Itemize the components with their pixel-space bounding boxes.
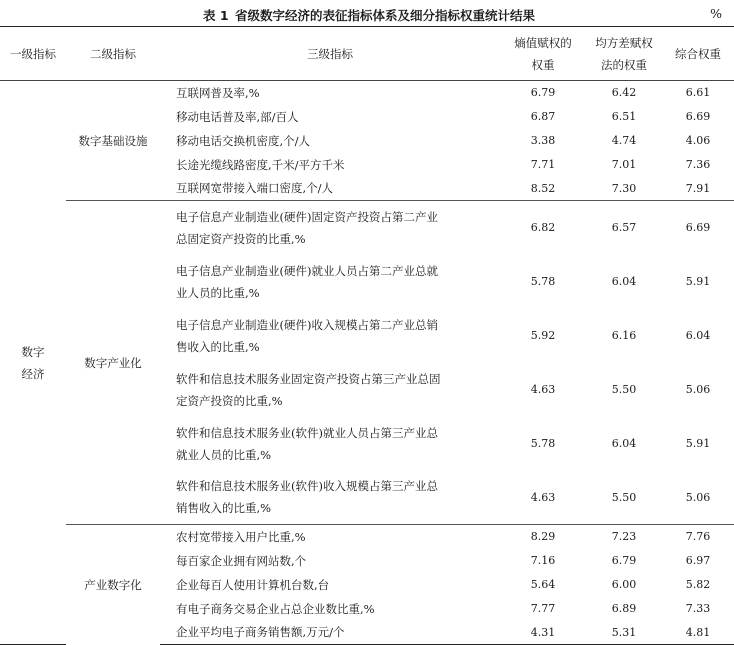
indicator-cell (160, 81, 500, 105)
variance-weight-cell: 6.51 (611, 110, 637, 123)
combined-weight-cell: 7.91 (685, 181, 711, 195)
entropy-weight-cell: 8.52 (530, 181, 556, 195)
combined-weight-cell: 5.82 (685, 578, 711, 591)
indicator-cell (160, 129, 500, 153)
indicator-cell (160, 363, 500, 417)
entropy-weight-cell: 5.78 (530, 437, 556, 450)
variance-weight-cell: 7.01 (611, 158, 637, 171)
header-entropy (500, 27, 586, 81)
variance-weight-cell: 4.74 (611, 134, 637, 147)
level1-cell (0, 81, 66, 645)
level2-cell: 数字基础设施 (78, 133, 148, 148)
entropy-weight-cell: 7.16 (530, 554, 556, 567)
level2-cell: 产业数字化 (66, 525, 160, 645)
header-combined: 综合权重 (662, 27, 734, 81)
indicator-line: 售收入的比重,% (176, 339, 260, 354)
entropy-weight-cell: 8.29 (500, 525, 586, 549)
header-variance (586, 27, 662, 81)
indicator-line: 定资产投资的比重,% (176, 393, 283, 408)
header-variance-line: 均方差赋权 (595, 35, 653, 50)
indicator-line: 销售收入的比重,% (176, 501, 272, 516)
indicator-cell (160, 597, 500, 621)
combined-weight-cell: 5.06 (685, 383, 711, 396)
indicator-cell (160, 177, 500, 201)
header-level2: 二级指标 (66, 27, 160, 81)
entropy-weight-cell: 5.92 (530, 329, 556, 342)
variance-weight-cell: 6.04 (611, 275, 637, 288)
variance-weight-cell: 5.50 (611, 490, 637, 504)
header-variance-line: 法的权重 (601, 57, 647, 72)
combined-weight-cell: 7.33 (685, 602, 711, 615)
table-row (0, 525, 734, 549)
variance-weight-cell: 7.23 (586, 525, 662, 549)
entropy-weight-cell: 6.79 (530, 86, 556, 100)
entropy-weight-cell: 3.38 (530, 134, 556, 147)
level1-label-line: 数字 (21, 344, 45, 359)
variance-weight-cell: 5.50 (611, 383, 637, 396)
indicator-line: 电子信息产业制造业(硬件)固定资产投资占第二产业 (176, 209, 438, 224)
combined-weight-cell: 5.91 (685, 275, 711, 288)
indicator-line: 移动电话交换机密度,个/人 (176, 133, 311, 148)
indicator-cell (160, 525, 500, 549)
combined-weight-cell: 6.04 (685, 329, 711, 342)
indicator-cell (160, 309, 500, 363)
entropy-weight-cell: 4.63 (530, 383, 556, 396)
header-entropy-line: 权重 (531, 57, 555, 72)
indicator-cell (160, 573, 500, 597)
indicator-cell (160, 255, 500, 309)
variance-weight-cell: 6.16 (611, 329, 637, 342)
indicator-cell (160, 201, 500, 255)
indicator-line: 企业平均电子商务销售额,万元/个 (176, 625, 345, 640)
combined-weight-cell: 6.97 (685, 554, 711, 567)
variance-weight-cell: 6.04 (611, 437, 637, 450)
indicator-line: 长途光缆线路密度,千米/平方千米 (176, 157, 345, 172)
variance-weight-cell: 7.30 (611, 181, 637, 195)
entropy-weight-cell: 7.77 (530, 602, 556, 615)
combined-weight-cell: 4.06 (685, 134, 711, 147)
indicator-line: 总固定资产投资的比重,% (176, 231, 306, 246)
indicator-line: 软件和信息技术服务业(软件)就业人员占第三产业总 (176, 425, 438, 440)
level2-cell: 数字产业化 (66, 201, 160, 525)
combined-weight-cell: 5.06 (685, 490, 711, 504)
variance-weight-cell: 6.42 (611, 86, 637, 100)
indicator-cell (160, 105, 500, 129)
variance-weight-cell: 6.00 (611, 578, 637, 591)
indicator-line: 有电子商务交易企业占总企业数比重,% (176, 601, 375, 616)
indicator-line: 每百家企业拥有网站数,个 (176, 553, 307, 568)
indicator-line: 企业每百人使用计算机台数,台 (176, 577, 330, 592)
table-row (0, 201, 734, 255)
combined-weight-cell: 6.61 (685, 86, 711, 100)
variance-weight-cell: 6.57 (586, 201, 662, 255)
header-level3: 三级指标 (160, 27, 500, 81)
entropy-weight-cell: 6.87 (530, 110, 556, 123)
entropy-weight-cell: 4.31 (500, 621, 586, 645)
indicator-cell (160, 153, 500, 177)
combined-weight-cell: 6.69 (685, 110, 711, 123)
table-label: 表 1 (203, 8, 229, 23)
table-row (0, 81, 734, 105)
indicator-line: 移动电话普及率,部/百人 (176, 109, 299, 124)
entropy-weight-cell: 6.82 (500, 201, 586, 255)
entropy-weight-cell: 4.63 (530, 490, 556, 504)
combined-weight-cell: 4.81 (662, 621, 734, 645)
entropy-weight-cell: 5.64 (530, 578, 556, 591)
table-title: 省级数字经济的表征指标体系及细分指标权重统计结果 (235, 8, 536, 23)
table-unit: % (710, 6, 722, 21)
indicator-cell (160, 417, 500, 471)
combined-weight-cell: 5.91 (685, 437, 711, 450)
variance-weight-cell: 5.31 (586, 621, 662, 645)
entropy-weight-cell: 7.71 (530, 158, 556, 171)
combined-weight-cell: 7.76 (662, 525, 734, 549)
weights-table (0, 26, 734, 645)
indicator-line: 就业人员的比重,% (176, 447, 272, 462)
indicator-line: 电子信息产业制造业(硬件)收入规模占第二产业总销 (176, 317, 438, 332)
indicator-cell (160, 549, 500, 573)
indicator-line: 软件和信息技术服务业固定资产投资占第三产业总固 (176, 371, 441, 386)
indicator-line: 电子信息产业制造业(硬件)就业人员占第二产业总就 (176, 263, 438, 278)
indicator-line: 业人员的比重,% (176, 285, 260, 300)
level1-label-line: 经济 (21, 366, 45, 381)
indicator-line: 软件和信息技术服务业(软件)收入规模占第三产业总 (176, 479, 438, 494)
indicator-line: 农村宽带接入用户比重,% (176, 529, 306, 544)
entropy-weight-cell: 5.78 (530, 275, 556, 288)
indicator-line: 互联网宽带接入端口密度,个/人 (176, 181, 334, 196)
variance-weight-cell: 6.79 (611, 554, 637, 567)
indicator-line: 互联网普及率,% (176, 85, 260, 100)
table-body (0, 81, 734, 645)
header-level1: 一级指标 (0, 27, 66, 81)
combined-weight-cell: 6.69 (662, 201, 734, 255)
combined-weight-cell: 7.36 (685, 158, 711, 171)
variance-weight-cell: 6.89 (611, 602, 637, 615)
header-row (0, 27, 734, 81)
header-entropy-line: 熵值赋权的 (514, 35, 572, 50)
indicator-cell (160, 621, 500, 645)
indicator-cell (160, 471, 500, 525)
table-caption (0, 4, 734, 24)
